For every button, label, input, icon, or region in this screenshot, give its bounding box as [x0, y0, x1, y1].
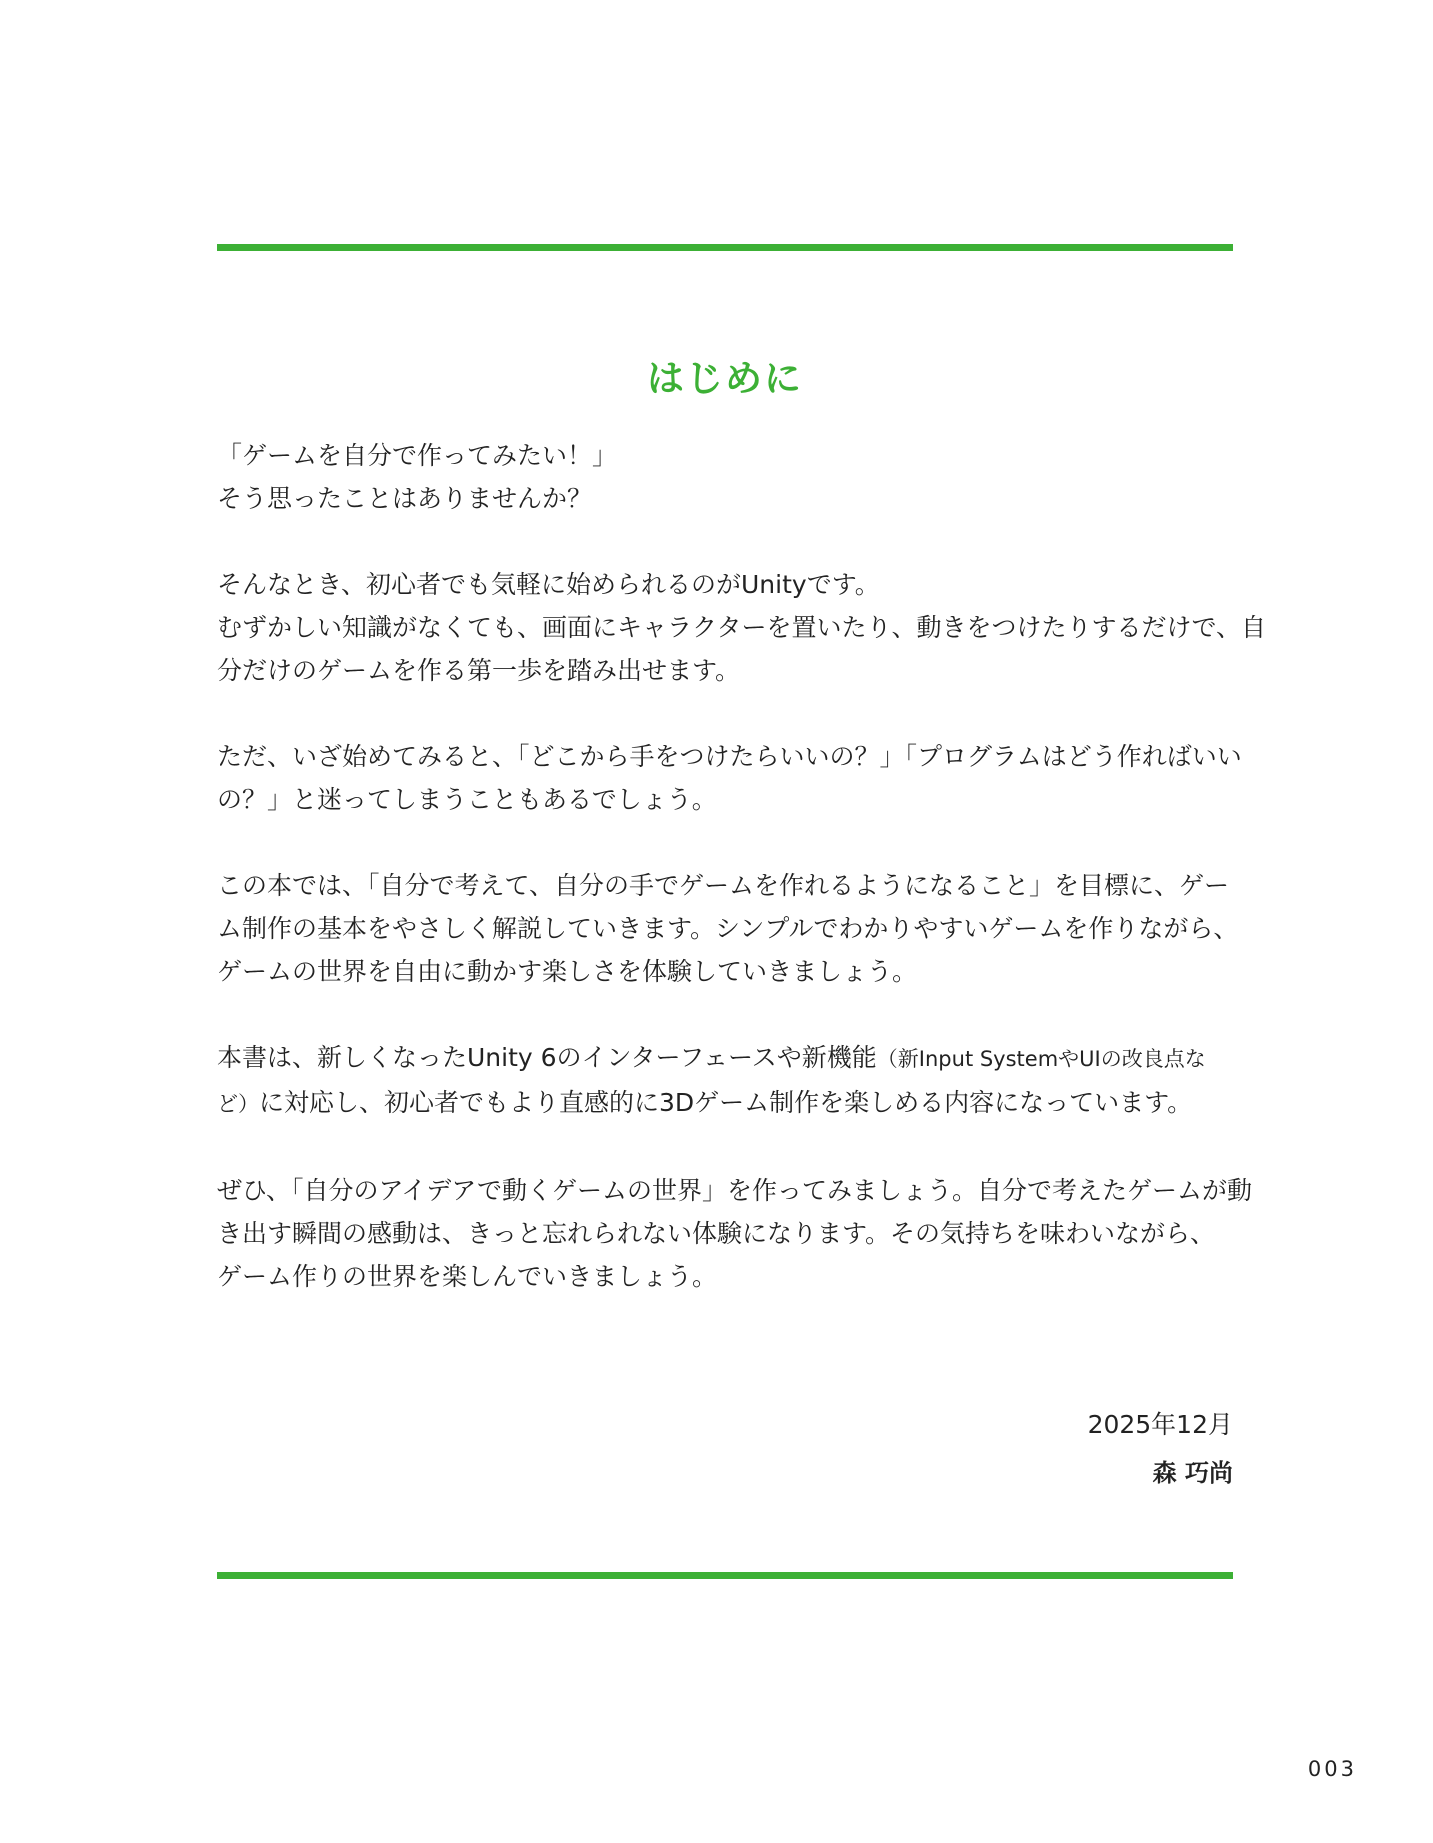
date: 2025年12月: [1087, 1410, 1233, 1439]
text-line: ゲーム作りの世界を楽しんでいきましょう。: [217, 1262, 718, 1291]
text-main: 本書は、新しくなったUnity 6のインターフェースや新機能: [217, 1043, 877, 1072]
text-line: ただ、いざ始めてみると、「どこから手をつけたらいいの？」「プログラムはどう作ればいい: [217, 742, 1242, 771]
text-line: この本では、「自分で考えて、自分の手でゲームを作れるようになること」を目標に、ゲー: [217, 871, 1230, 900]
text-line: ム制作の基本をやさしく解説していきます。シンプルでわかりやすいゲームを作りながら、: [217, 914, 1239, 943]
bottom-divider: [217, 1572, 1233, 1579]
text-line: むずかしい知識がなくても、画面にキャラクターを置いたり、動きをつけたりするだけで、自: [217, 613, 1267, 642]
page-title: はじめに: [647, 357, 803, 400]
text-main: に対応し、初心者でもより直感的に3Dゲーム制作を楽しめる内容になっています。: [259, 1088, 1193, 1117]
text-line: の？」と迷ってしまうこともあるでしょう。: [217, 785, 717, 814]
paragraph-3: [217, 735, 1242, 821]
parenthetical-note: （新Input SystemやUIの改良点な: [876, 1047, 1206, 1071]
paragraph-2: [217, 563, 1267, 692]
text-line: そう思ったことはありませんか？: [217, 484, 593, 513]
body-text: [217, 434, 1267, 1298]
text-line: 「ゲームを自分で作ってみたい！」: [217, 441, 618, 470]
paragraph-4: [217, 864, 1239, 993]
text-line: [217, 1081, 1233, 1126]
author-name: 森 巧尚: [1152, 1459, 1233, 1487]
text-line: ぜひ、「自分のアイデアで動くゲームの世界」を作ってみましょう。自分で考えたゲームが動: [217, 1176, 1253, 1205]
text-line: そんなとき、初心者でも気軽に始められるのがUnityです。: [217, 570, 880, 599]
paragraph-5: [217, 1036, 1233, 1126]
parenthetical-note: ど）: [217, 1092, 259, 1116]
text-line: 分だけのゲームを作る第一歩を踏み出せます。: [217, 656, 741, 685]
paragraph-6: [217, 1169, 1253, 1298]
paragraph-1: [217, 434, 1233, 520]
page-number: 003: [1307, 1757, 1357, 1781]
text-line: [217, 1036, 1233, 1081]
text-line: ゲームの世界を自由に動かす楽しさを体験していきましょう。: [217, 957, 918, 986]
top-divider: [217, 244, 1233, 251]
text-line: き出す瞬間の感動は、きっと忘れられない体験になります。その気持ちを味わいながら、: [217, 1219, 1216, 1248]
